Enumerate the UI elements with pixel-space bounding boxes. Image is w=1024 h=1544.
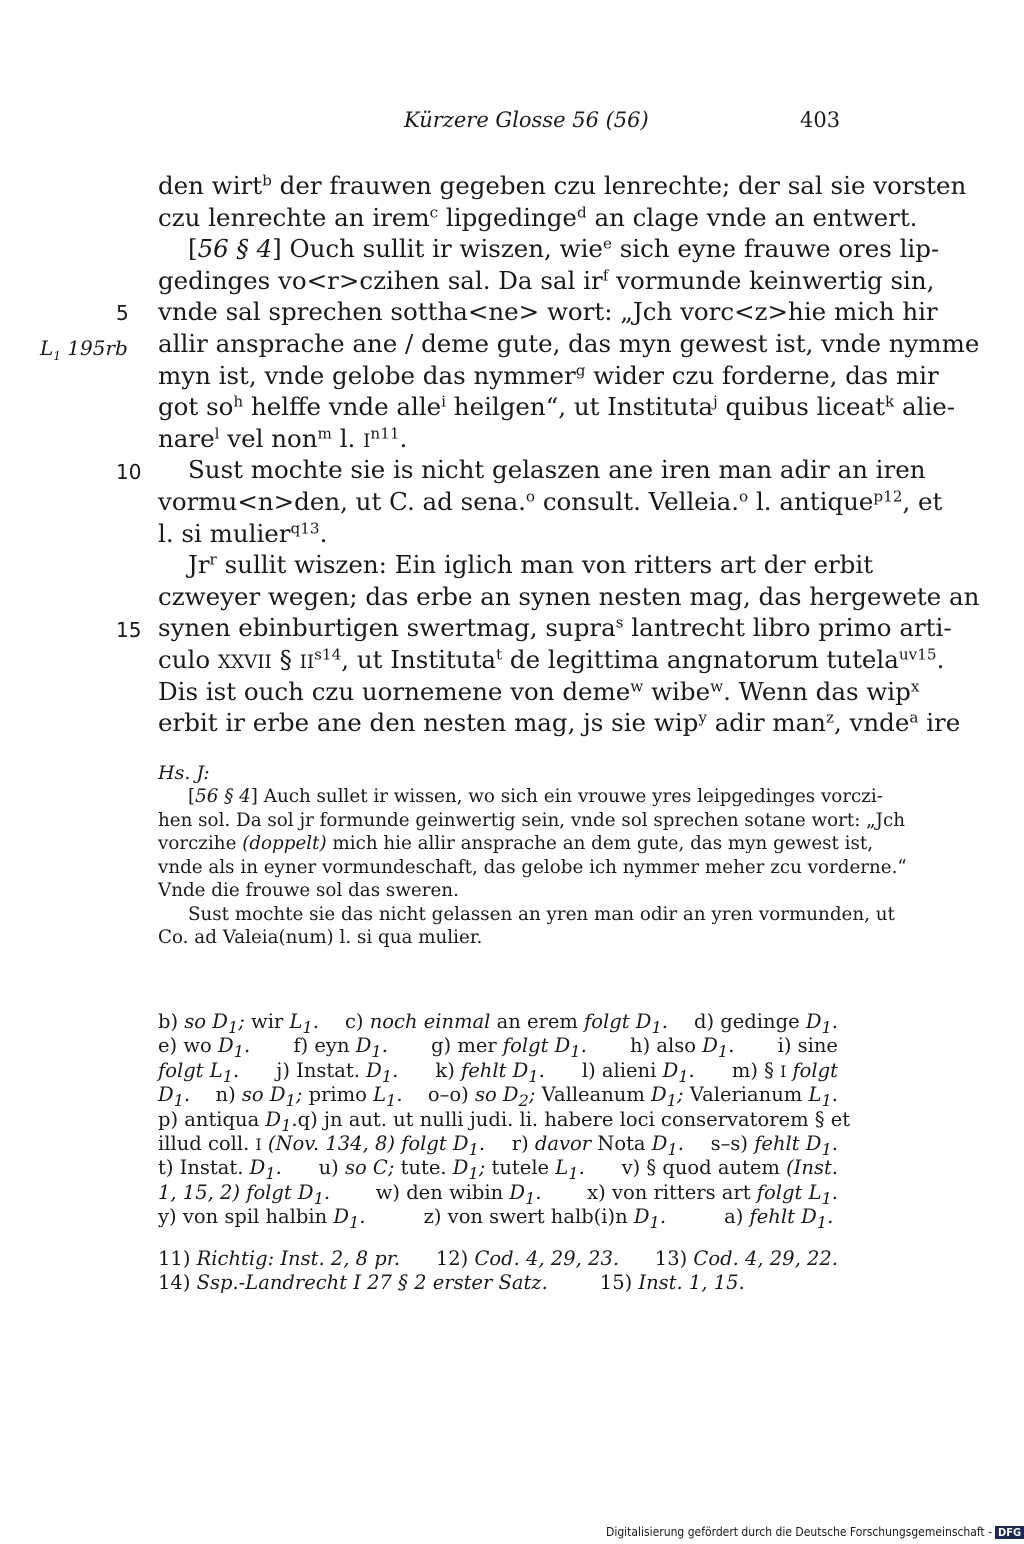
main-text [158, 170, 980, 739]
text-line: Jr$^r$ sullit wiszen: Ein iglich man von ritters art der erbit [188, 550, 874, 580]
hs-label: Hs. J: [158, 762, 210, 784]
critical-apparatus [158, 1010, 851, 1233]
text-line: vnde sal sprechen sottha<ne> wort: „Jch vorc<z>hie mich hir [158, 297, 938, 327]
apparatus-line: illud coll. I (Nov. 134, 8) folgt $D_1$. r) davor Nota $D_1$. s–s) fehlt $D_1$. [158, 1131, 838, 1159]
page-number: 403 [800, 108, 841, 132]
text-line: Sust mochte sie is nicht gelaszen ane iren man adir an iren [188, 455, 926, 485]
digitization-footer [606, 1525, 1024, 1539]
apparatus-line: p) antiqua $D_1$. q) jn aut. ut nulli judi. li. habere loci conservatorem § et [158, 1107, 851, 1135]
text-line: culo XXVII § $II^{s14}$, ut Instituta$^t$ de legittima angnatorum tutela$^{uv15}$. [158, 644, 945, 674]
apparatus-line: folgt $L_1$. j) Instat. $D_1$. k) fehlt $D_1$. l) alieni $D_1$. m) § I folgt [158, 1058, 838, 1086]
text-line: vorczihe (doppelt) mich hie allir ansprache an dem gute, das myn gewest ist, [158, 833, 874, 854]
source-note-line: 14) Ssp.-Landrecht I 27 § 2 erster Satz. 15) Inst. 1, 15. [158, 1271, 745, 1295]
text-line: hen sol. Da sol jr formunde geinwertig sein, vnde sol sprechen sotane wort: „Jch [158, 809, 905, 831]
apparatus-line: t) Instat. $D_1$. u) so C; tute. $D_1$; tutele $L_1$. v) § quod autem (Inst. [158, 1156, 838, 1184]
apparatus-line: 1, 15, 2) folgt $D_1$. w) den wibin $D_1$. x) von ritters art folgt $L_1$. [158, 1180, 838, 1208]
text-line: vnde als in eyner vormundeschaft, das gelobe ich nymmer meher zcu vorderne.“ [158, 856, 907, 878]
text-line: myn ist, vnde gelobe das nymmer$^g$ wider czu forderne, das mir [158, 360, 939, 390]
apparatus-line: y) von spil halbin $D_1$. z) von swert halb(i)n $D_1$. a) fehlt $D_1$. [158, 1205, 834, 1233]
text-line: erbit ir erbe ane den nesten mag, js sie wip$^y$ adir man$^z$, vnde$^a$ ire [158, 708, 961, 738]
apparatus-line: e) wo $D_1$. f) eyn $D_1$. g) mer folgt $D_1$. h) also $D_1$. i) sine [158, 1034, 838, 1062]
text-line: czweyer wegen; das erbe an synen nesten mag, das hergewete an [158, 581, 980, 611]
text-line: l. si mulier$^{q13}$. [158, 518, 328, 548]
apparatus-line: $D_1$. n) so $D_1$; primo $L_1$. o–o) so $D_2$; Valleanum $D_1$; Valerianum $L_1$. [158, 1083, 838, 1111]
dfg-logo: DFG [995, 1526, 1024, 1539]
running-title: Kürzere Glosse 56 (56) [404, 108, 649, 132]
source-note-line: 11) Richtig: Inst. 2, 8 pr. 12) Cod. 4, 29, 23. 13) Cod. 4, 29, 22. [158, 1247, 838, 1270]
text-line: Vnde die frouwe sol das sweren. [158, 880, 459, 901]
line-number-15: 15 [116, 618, 142, 642]
text-line: vormu<n>den, ut C. ad sena.$^o$ consult. Velleia.$^o$ l. antique$^{p12}$, et [158, 486, 943, 516]
text-line: [56 § 4] Ouch sullit ir wiszen, wie$^e$ sich eyne frauwe ores lip- [188, 234, 940, 264]
text-line: nare$^l$ vel non$^m$ l. $I^{n11}$. [158, 423, 408, 453]
line-number-5: 5 [116, 301, 129, 325]
source-notes [158, 1247, 838, 1296]
text-line: [56 § 4] Auch sullet ir wissen, wo sich ein vrouwe yres leipgedinges vorczi- [188, 786, 883, 807]
footer-text: Digitalisierung gefördert durch die Deutsche Forschungsgemeinschaft - [606, 1525, 992, 1539]
text-line: gedinges vo<r>czihen sal. Da sal $ir^f$ vormunde keinwertig sin, [158, 265, 935, 295]
text-line: allir ansprache ane / deme gute, das myn gewest ist, vnde nymme [158, 328, 980, 358]
hs-j-text [158, 785, 907, 950]
text-line: got $so^h$ helffe vnde alle$^i$ heilgen“, ut Instituta$^j$ quibus liceat$^k$ alie- [158, 392, 956, 422]
text-line: Dis ist ouch czu uornemene von deme$^w$ wibe$^w$. Wenn das wip$^x$ [158, 676, 920, 706]
apparatus-line: b) so $D_1$; wir $L_1$. c) noch einmal an erem folgt $D_1$. d) gedinge $D_1$. [158, 1010, 838, 1037]
text-line: czu lenrechte an irem$^c$ lipgedinge$^d$ an clage vnde an entwert. [158, 202, 918, 232]
text-line: Co. ad Valeia(num) l. si qua mulier. [158, 927, 483, 948]
running-head [0, 108, 1000, 140]
text-line: Sust mochte sie das nicht gelassen an yren man odir an yren vormunden, ut [188, 903, 895, 925]
text-line: synen ebinburtigen swertmag, supra$^s$ lantrecht libro primo arti- [158, 613, 952, 643]
margin-note: $L_1$ 195rb [40, 336, 128, 363]
text-line: den wirt$^b$ der frauwen gegeben czu lenrechte; der sal sie vorsten [158, 171, 967, 200]
line-number-10: 10 [116, 460, 142, 484]
